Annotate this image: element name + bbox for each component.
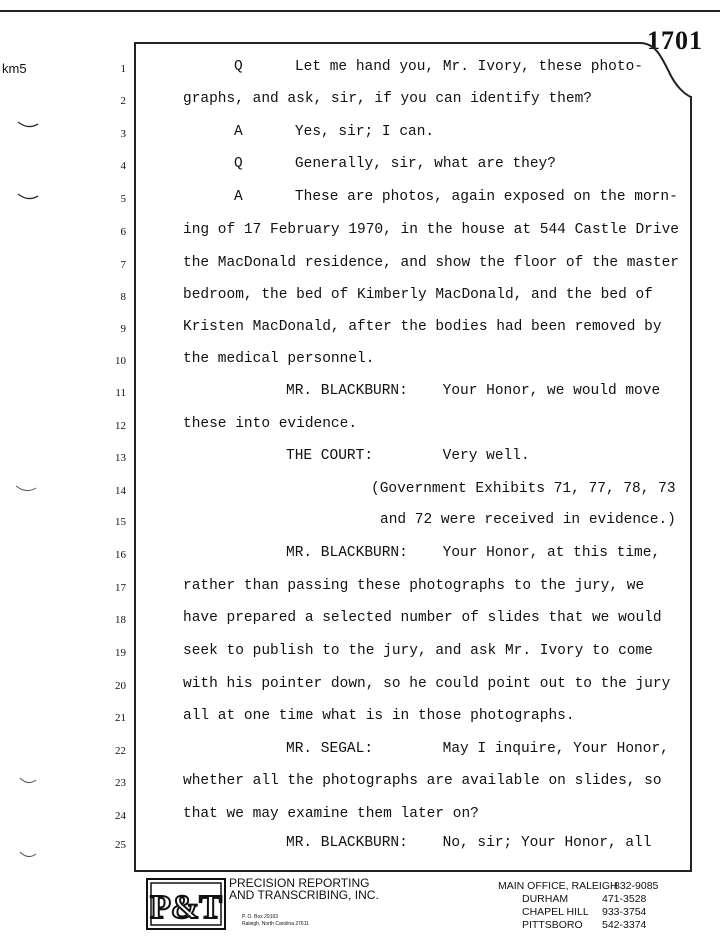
line-text: the medical personnel.: [183, 351, 375, 367]
line-number: 9: [120, 323, 126, 335]
company-name: [229, 877, 379, 901]
office-city: DURHAM: [522, 893, 569, 905]
line-number: 1: [120, 63, 126, 75]
line-number: 24: [115, 810, 126, 822]
address-line1: P. O. Box 29163: [242, 914, 279, 920]
main-office-phone: 832-9085: [614, 880, 659, 892]
company-logo: [146, 878, 226, 930]
transcript-line: [0, 545, 720, 569]
transcript-line: [0, 124, 720, 148]
office-phone: 542-3374: [602, 919, 647, 931]
line-text: THE COURT: Very well.: [286, 448, 530, 464]
line-number: 8: [120, 291, 126, 303]
line-text: that we may examine them later on?: [183, 806, 479, 822]
line-text: seek to publish to the jury, and ask Mr. Ivory to come: [183, 643, 653, 659]
line-number: 21: [115, 712, 126, 724]
line-text: A Yes, sir; I can.: [234, 124, 435, 140]
transcript-line: [0, 319, 720, 343]
page-number: 1701: [647, 26, 703, 55]
transcript-line: [0, 189, 720, 213]
line-text: graphs, and ask, sir, if you can identify them?: [183, 91, 592, 107]
line-number: 7: [120, 259, 126, 271]
page-footer: [0, 872, 720, 936]
line-text: Q Generally, sir, what are they?: [234, 156, 556, 172]
transcript-line: [0, 610, 720, 634]
line-text: MR. BLACKBURN: Your Honor, we would move: [286, 383, 661, 399]
line-text: (Government Exhibits 71, 77, 78, 73: [371, 481, 676, 497]
line-number: 14: [115, 485, 126, 497]
line-text: with his pointer down, so he could point out to the jury: [183, 676, 671, 692]
line-text: and 72 were received in evidence.): [380, 512, 676, 528]
company-address: [242, 914, 309, 928]
office-phone: 471-3528: [602, 893, 647, 905]
line-text: MR. BLACKBURN: No, sir; Your Honor, all: [286, 835, 652, 851]
line-number: 25: [115, 839, 126, 851]
transcript-line: [0, 156, 720, 180]
line-number: 23: [115, 777, 126, 789]
address-line2: Raleigh, North Carolina 27611: [242, 921, 309, 927]
transcript-line: [0, 91, 720, 115]
office-city: CHAPEL HILL: [522, 906, 589, 918]
transcript-line: [0, 835, 720, 859]
transcript-line: [0, 741, 720, 765]
line-number: 22: [115, 745, 126, 757]
transcript-line: [0, 676, 720, 700]
line-number: 13: [115, 452, 126, 464]
line-number: 15: [115, 516, 126, 528]
transcript-line: [0, 255, 720, 279]
transcript-line: [0, 708, 720, 732]
transcript-line: [0, 481, 720, 505]
line-number: 19: [115, 647, 126, 659]
line-text: whether all the photographs are available on slides, so: [183, 773, 662, 789]
line-text: A These are photos, again exposed on the morn-: [234, 189, 678, 205]
line-text: MR. SEGAL: May I inquire, Your Honor,: [286, 741, 669, 757]
company-name-line2: AND TRANSCRIBING, INC.: [229, 888, 379, 902]
line-number: 11: [115, 387, 126, 399]
line-text: MR. BLACKBURN: Your Honor, at this time,: [286, 545, 661, 561]
main-office-label: MAIN OFFICE, RALEIGH: [498, 880, 618, 892]
line-text: Q Let me hand you, Mr. Ivory, these photo-: [234, 59, 643, 75]
transcript-line: [0, 512, 720, 536]
line-number: 2: [120, 95, 126, 107]
line-text: rather than passing these photographs to the jury, we: [183, 578, 645, 594]
line-number: 18: [115, 614, 126, 626]
office-phone: 933-3754: [602, 906, 647, 918]
line-text: have prepared a selected number of slides that we would: [183, 610, 662, 626]
line-text: the MacDonald residence, and show the floor of the master: [183, 255, 679, 271]
transcript-line: [0, 222, 720, 246]
transcript-line: [0, 383, 720, 407]
transcript-line: [0, 287, 720, 311]
transcript-line: [0, 416, 720, 440]
company-name-line1: PRECISION REPORTING: [229, 876, 370, 890]
office-city: PITTSBORO: [522, 919, 583, 931]
reporter-code: km5: [2, 61, 27, 76]
transcript-line: [0, 578, 720, 602]
line-number: 3: [120, 128, 126, 140]
line-number: 10: [115, 355, 126, 367]
line-number: 4: [120, 160, 126, 172]
transcript-line: [0, 643, 720, 667]
transcript-line: [0, 448, 720, 472]
line-number: 6: [120, 226, 126, 238]
logo-text: P&T: [150, 889, 222, 926]
line-number: 20: [115, 680, 126, 692]
line-number: 17: [115, 582, 126, 594]
transcript-line: [0, 59, 720, 83]
line-text: Kristen MacDonald, after the bodies had been removed by: [183, 319, 662, 335]
line-text: ing of 17 February 1970, in the house at 544 Castle Drive: [183, 222, 679, 238]
line-text: bedroom, the bed of Kimberly MacDonald, and the bed of: [183, 287, 653, 303]
transcript-line: [0, 806, 720, 830]
line-text: these into evidence.: [183, 416, 358, 432]
line-number: 16: [115, 549, 126, 561]
line-number: 12: [115, 420, 126, 432]
transcript-line: [0, 773, 720, 797]
line-text: all at one time what is in those photographs.: [183, 708, 575, 724]
transcript-line: [0, 351, 720, 375]
line-number: 5: [120, 193, 126, 205]
